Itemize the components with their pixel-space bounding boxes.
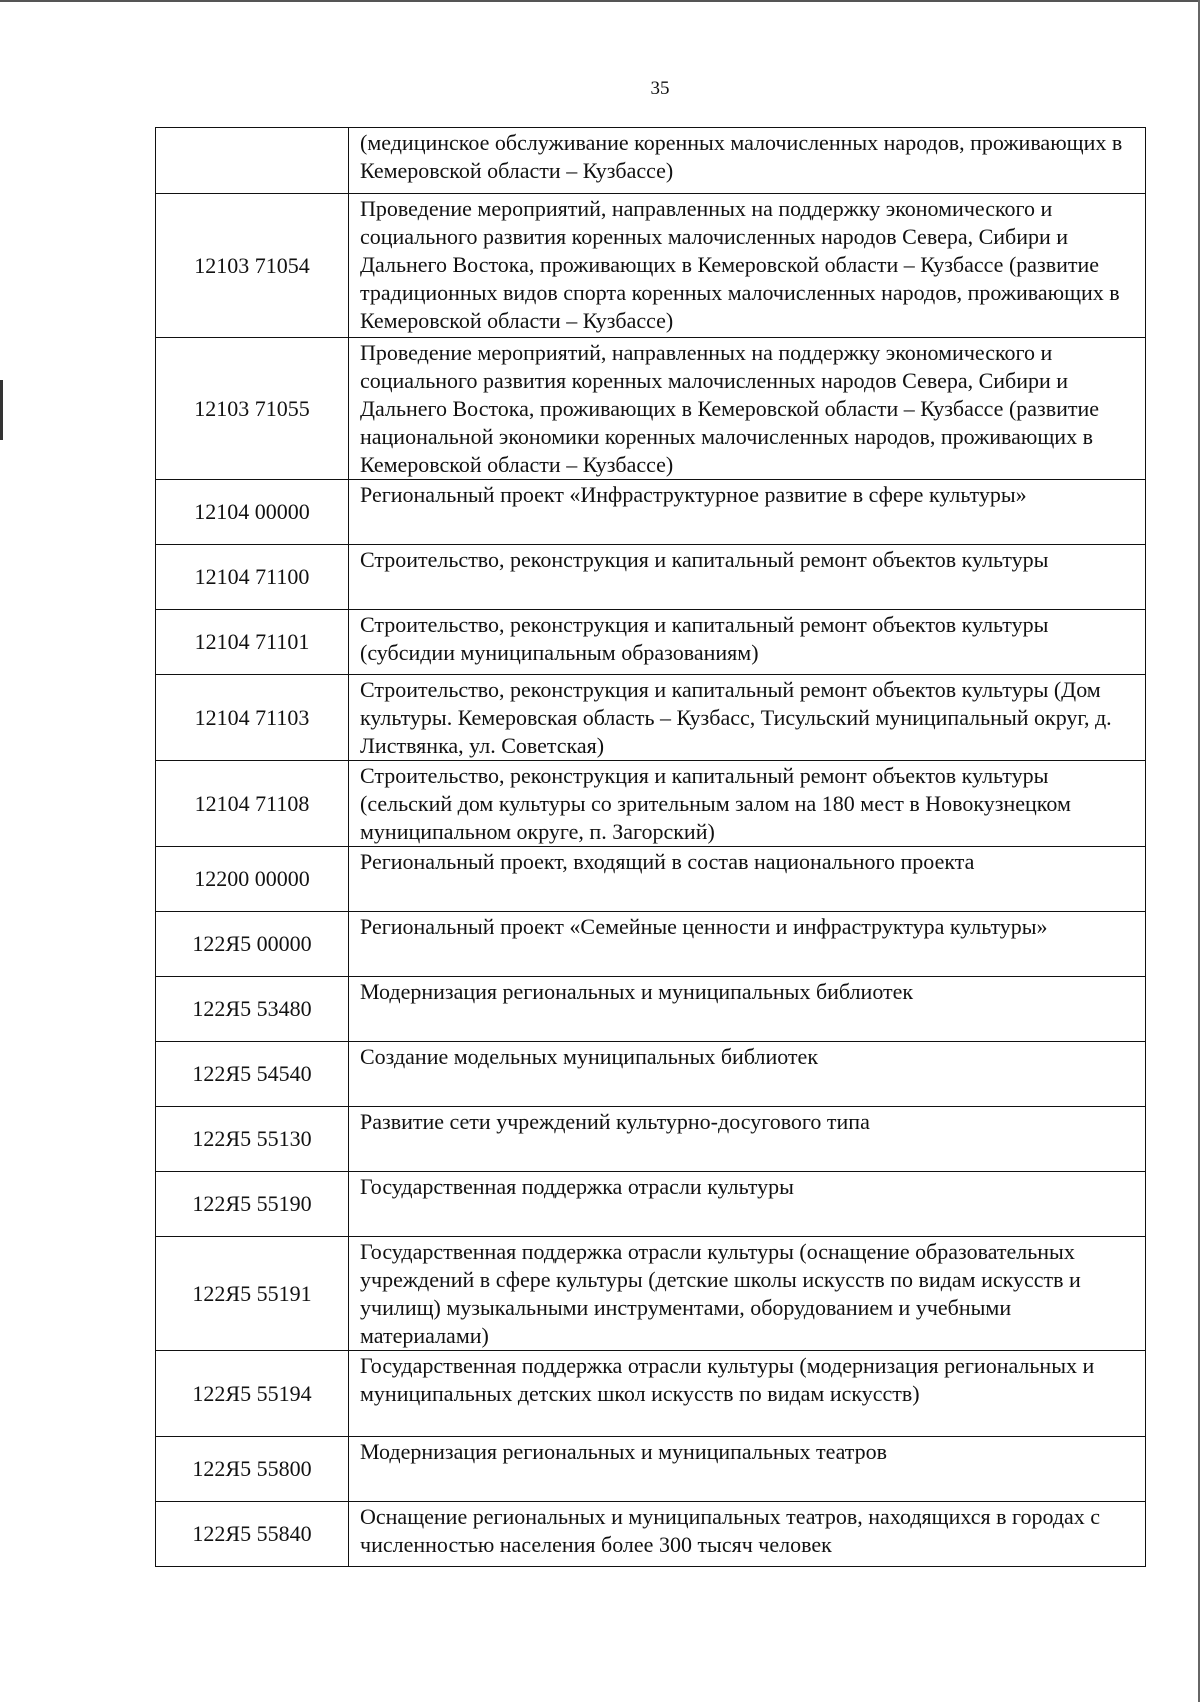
row-code: 12103 71054 bbox=[156, 194, 349, 338]
row-description: Развитие сети учреждений культурно-досугового типа bbox=[349, 1107, 1146, 1172]
row-description: Проведение мероприятий, направленных на поддержку экономического и социального развития коренных малочисленных народов Севера, Сибири и Дальнего Востока, проживающих в Кемеровской области – Кузбассе (развитие национальной экономики коренных малочисленных народов, проживающих в Кемеровской области – Кузбассе) bbox=[349, 338, 1146, 480]
table-row bbox=[156, 338, 1146, 480]
row-code: 12104 00000 bbox=[156, 480, 349, 545]
row-code: 122Я5 55130 bbox=[156, 1107, 349, 1172]
row-code: 12103 71055 bbox=[156, 338, 349, 480]
table-row bbox=[156, 977, 1146, 1042]
row-code: 12104 71103 bbox=[156, 675, 349, 761]
table-row bbox=[156, 847, 1146, 912]
row-code: 122Я5 54540 bbox=[156, 1042, 349, 1107]
row-description: Строительство, реконструкция и капитальный ремонт объектов культуры (субсидии муниципальным образованиям) bbox=[349, 610, 1146, 675]
row-description: Государственная поддержка отрасли культуры (оснащение образовательных учреждений в сфере культуры (детские школы искусств по видам искусств и училищ) музыкальными инструментами, оборудованием и учебными материалами) bbox=[349, 1237, 1146, 1351]
row-code: 122Я5 00000 bbox=[156, 912, 349, 977]
row-code: 12104 71108 bbox=[156, 761, 349, 847]
row-description: Строительство, реконструкция и капитальный ремонт объектов культуры (Дом культуры. Кемеровская область – Кузбасс, Тисульский муниципальный округ, д. Листвянка, ул. Советская) bbox=[349, 675, 1146, 761]
table-row bbox=[156, 545, 1146, 610]
row-code: 12104 71100 bbox=[156, 545, 349, 610]
row-code: 122Я5 55800 bbox=[156, 1437, 349, 1502]
scan-top-edge bbox=[0, 0, 1200, 2]
row-description: Региональный проект «Инфраструктурное развитие в сфере культуры» bbox=[349, 480, 1146, 545]
table-row bbox=[156, 1237, 1146, 1351]
table-row bbox=[156, 1042, 1146, 1107]
row-description: Строительство, реконструкция и капитальный ремонт объектов культуры bbox=[349, 545, 1146, 610]
row-description: Строительство, реконструкция и капитальный ремонт объектов культуры (сельский дом культуры со зрительным залом на 180 мест в Новокузнецком муниципальном округе, п. Загорский) bbox=[349, 761, 1146, 847]
row-code: 122Я5 53480 bbox=[156, 977, 349, 1042]
table-row bbox=[156, 480, 1146, 545]
row-code: 12200 00000 bbox=[156, 847, 349, 912]
table-row bbox=[156, 1502, 1146, 1567]
scan-left-edge-mark bbox=[0, 380, 3, 440]
table-row bbox=[156, 1351, 1146, 1437]
row-code bbox=[156, 128, 349, 194]
row-description: Модернизация региональных и муниципальных библиотек bbox=[349, 977, 1146, 1042]
table-row bbox=[156, 128, 1146, 194]
row-description: Оснащение региональных и муниципальных театров, находящихся в городах с численностью населения более 300 тысяч человек bbox=[349, 1502, 1146, 1567]
table-row bbox=[156, 1107, 1146, 1172]
row-description: Государственная поддержка отрасли культуры (модернизация региональных и муниципальных детских школ искусств по видам искусств) bbox=[349, 1351, 1146, 1437]
table-row bbox=[156, 194, 1146, 338]
row-description: Региональный проект, входящий в состав национального проекта bbox=[349, 847, 1146, 912]
page-number: 35 bbox=[650, 78, 670, 99]
table-row bbox=[156, 1172, 1146, 1237]
row-description: Региональный проект «Семейные ценности и инфраструктура культуры» bbox=[349, 912, 1146, 977]
row-code: 122Я5 55191 bbox=[156, 1237, 349, 1351]
table-row bbox=[156, 912, 1146, 977]
table-row bbox=[156, 610, 1146, 675]
table-row bbox=[156, 1437, 1146, 1502]
row-description: (медицинское обслуживание коренных малочисленных народов, проживающих в Кемеровской области – Кузбассе) bbox=[349, 128, 1146, 194]
row-code: 122Я5 55840 bbox=[156, 1502, 349, 1567]
table-row bbox=[156, 675, 1146, 761]
budget-code-table bbox=[155, 127, 1146, 1567]
table-row bbox=[156, 761, 1146, 847]
row-code: 122Я5 55194 bbox=[156, 1351, 349, 1437]
row-code: 12104 71101 bbox=[156, 610, 349, 675]
row-description: Государственная поддержка отрасли культуры bbox=[349, 1172, 1146, 1237]
row-description: Создание модельных муниципальных библиотек bbox=[349, 1042, 1146, 1107]
row-code: 122Я5 55190 bbox=[156, 1172, 349, 1237]
row-description: Модернизация региональных и муниципальных театров bbox=[349, 1437, 1146, 1502]
row-description: Проведение мероприятий, направленных на поддержку экономического и социального развития коренных малочисленных народов Севера, Сибири и Дальнего Востока, проживающих в Кемеровской области – Кузбассе (развитие традиционных видов спорта коренных малочисленных народов, проживающих в Кемеровской области – Кузбассе) bbox=[349, 194, 1146, 338]
